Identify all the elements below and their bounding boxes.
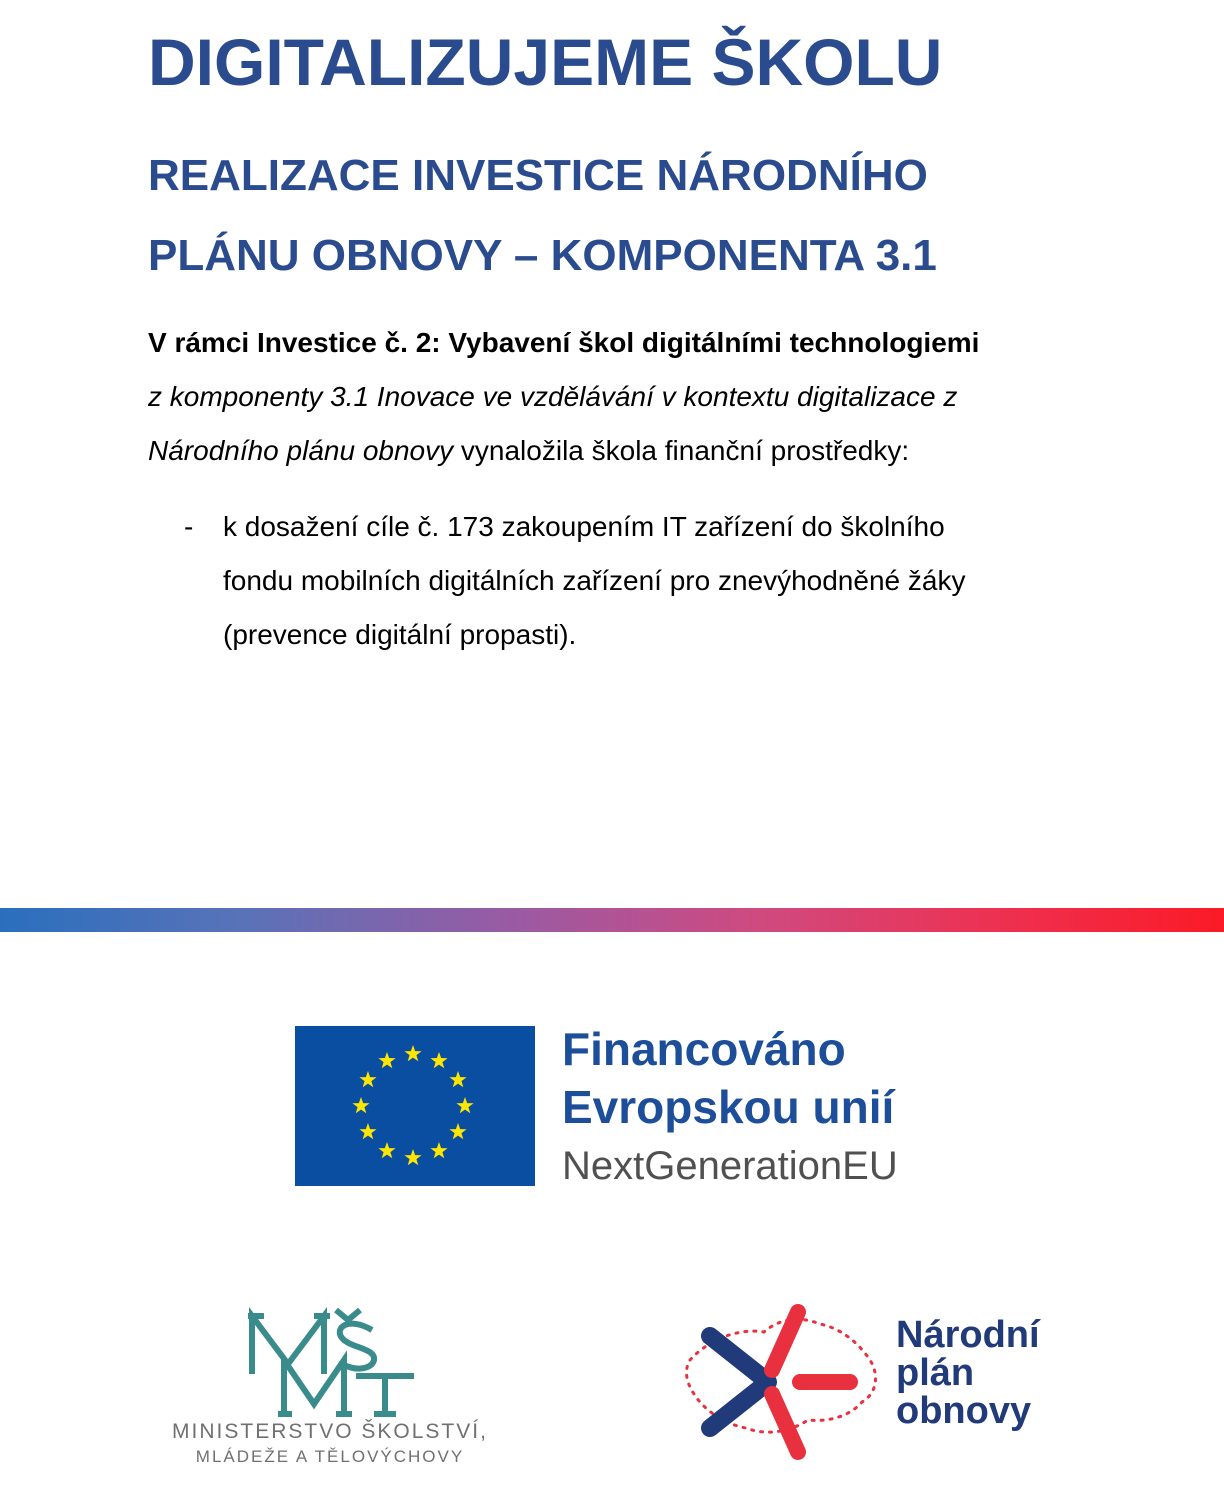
npo-emblem-icon: [680, 1298, 890, 1468]
msmt-name-line-1: MINISTERSTVO ŠKOLSTVÍ,: [172, 1420, 488, 1443]
npo-line-2: plán: [896, 1352, 975, 1394]
bullet-text: [223, 500, 965, 662]
gradient-divider: [0, 908, 1224, 932]
plan-name: Národního plánu obnovy: [148, 435, 454, 466]
bullet-line-1: k dosažení cíle č. 173 zakoupením IT zařízení do školního: [223, 511, 945, 542]
subtitle-line-2: PLÁNU OBNOVY – KOMPONENTA 3.1: [148, 231, 937, 280]
eu-line-2: Evropskou unií: [562, 1081, 895, 1133]
msmt-name-line-2: MLÁDEŽE A TĚLOVÝCHOVY: [195, 1447, 465, 1466]
page-title: DIGITALIZUJEME ŠKOLU: [148, 25, 943, 99]
eu-flag-icon: [295, 1026, 535, 1186]
page-subtitle: [148, 136, 937, 296]
npo-line-3: obnovy: [896, 1390, 1032, 1432]
bullet-dash: -: [184, 511, 194, 542]
bullet-line-2: fondu mobilních digitálních zařízení pro znevýhodněné žáky: [223, 565, 966, 596]
npo-line-1: Národní: [896, 1314, 1040, 1356]
eu-line-1: Financováno: [562, 1023, 846, 1075]
msmt-monogram-icon: [248, 1304, 418, 1419]
subtitle-line-1: REALIZACE INVESTICE NÁRODNÍHO: [148, 151, 928, 200]
intro-paragraph: [148, 316, 1108, 478]
eu-funding-text: [562, 1020, 898, 1196]
component-name: z komponenty 3.1 Inovace ve vzdělávání v kontextu digitalizace z: [148, 381, 958, 412]
msmt-logo: [160, 1300, 500, 1475]
eu-line-3: NextGenerationEU: [562, 1144, 898, 1188]
intro-rest: vynaložila škola finanční prostředky:: [453, 435, 910, 466]
investment-name: V rámci Investice č. 2: Vybavení škol digitálními technologiemi: [148, 327, 980, 358]
bullet-line-3: (prevence digitální propasti).: [223, 619, 577, 650]
npo-name: [896, 1316, 1040, 1430]
